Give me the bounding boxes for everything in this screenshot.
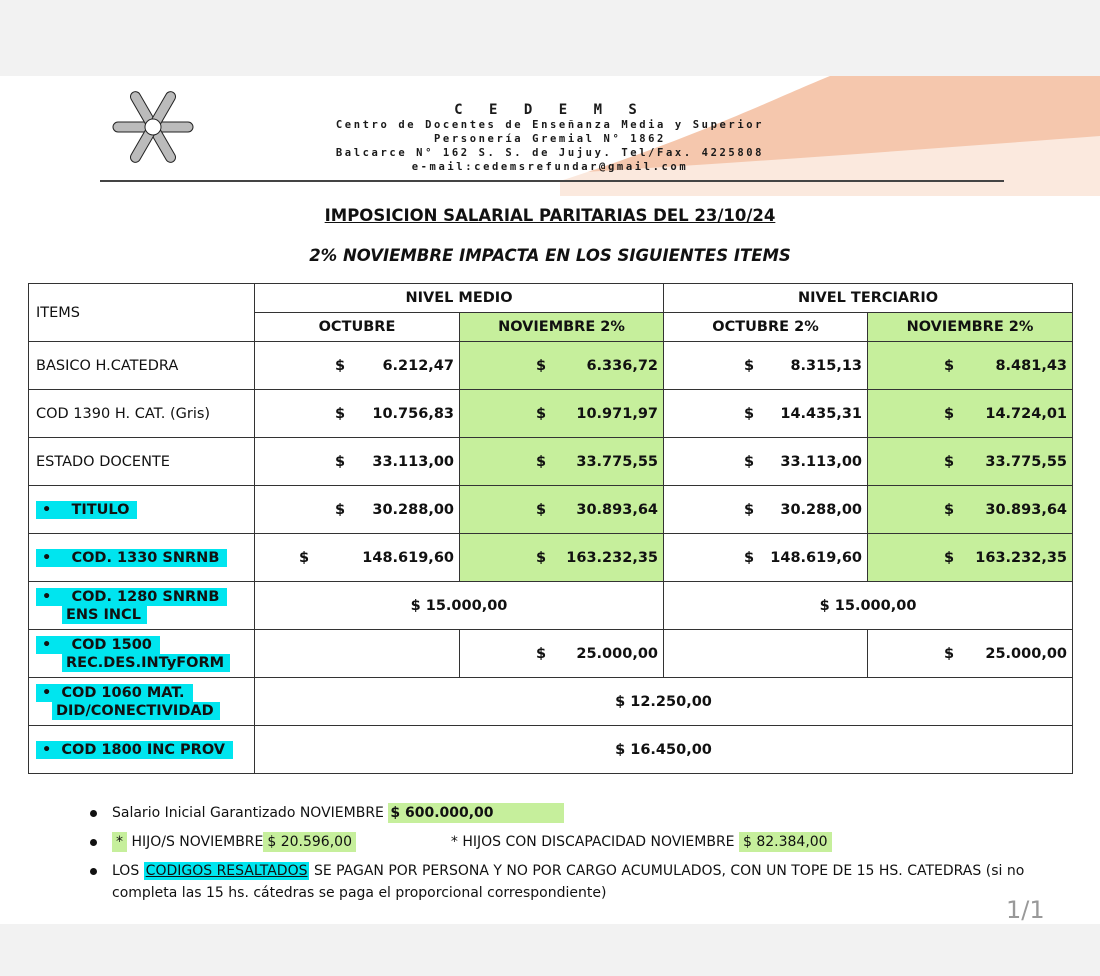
- table-row: [29, 726, 1073, 774]
- document-subtitle: 2% NOVIEMBRE IMPACTA EN LOS SIGUIENTES ITEMS: [309, 246, 791, 265]
- cell-value: 30.288,00: [780, 501, 863, 518]
- cell-value: 33.775,55: [576, 453, 659, 470]
- header-rule: [100, 180, 1004, 182]
- table-row: • TITULO $ 30.288,00 $ 30.893,64 $ 30.288,00 $ 30.893,64: [29, 486, 1073, 534]
- cell-value: 25.000,00: [985, 645, 1068, 662]
- table-row: • COD 1500 REC.DES.INTyFORM $ 25.000,00 $ 25.000,00: [29, 630, 1073, 678]
- hijos-discapacidad-value: $ 82.384,00: [739, 832, 832, 852]
- cell-value: 6.212,47: [382, 357, 454, 374]
- row-label: • COD. 1280 SNRNB ENS INCL: [29, 582, 255, 630]
- table-row: BASICO H.CATEDRA $ 6.212,47 $ 6.336,72 $ 8.315,13 $ 8.481,43: [29, 342, 1073, 390]
- col-octubre-terciario: OCTUBRE 2%: [664, 313, 868, 342]
- cell-value: 30.893,64: [576, 501, 659, 518]
- org-acronym: C E D E M S: [454, 102, 646, 118]
- note-hijos: * HIJO/S NOVIEMBRE $ 20.596,00 * HIJOS CON DISCAPACIDAD NOVIEMBRE $ 82.384,00: [88, 831, 1048, 853]
- hijos-value: $ 20.596,00: [263, 832, 356, 852]
- row-label: BASICO H.CATEDRA: [29, 342, 255, 390]
- cell-value: 148.619,60: [770, 549, 863, 566]
- org-email: e-mail:cedemsrefundar@gmail.com: [411, 161, 689, 173]
- cell-value: 30.893,64: [985, 501, 1068, 518]
- cell-value: 8.481,43: [995, 357, 1068, 374]
- row-label: • COD. 1330 SNRNB: [29, 534, 255, 582]
- cell-value: 6.336,72: [586, 357, 659, 374]
- cell-value: 33.113,00: [780, 453, 863, 470]
- bullet-icon: [90, 839, 97, 846]
- cell-value: 14.435,31: [780, 405, 863, 422]
- cell-value: $ 15.000,00: [664, 582, 1073, 630]
- salario-value: $ 600.000,00: [388, 803, 563, 823]
- document-page: [0, 76, 1100, 924]
- cell-value: 10.971,97: [576, 405, 659, 422]
- row-label: COD 1390 H. CAT. (Gris): [29, 390, 255, 438]
- cell-value: $ 15.000,00: [255, 582, 664, 630]
- row-label: • TITULO: [29, 486, 255, 534]
- cedems-logo-icon: [108, 86, 198, 168]
- nivel-medio-header: NIVEL MEDIO: [255, 284, 664, 313]
- org-header: [300, 102, 800, 174]
- cell-value: 25.000,00: [576, 645, 659, 662]
- table-row: ESTADO DOCENTE $ 33.113,00 $ 33.775,55 $ 33.113,00 $ 33.775,55: [29, 438, 1073, 486]
- org-line2: Personería Gremial N° 1862: [434, 133, 666, 145]
- org-line3: Balcarce N° 162 S. S. de Jujuy. Tel/Fax. 4225808: [335, 147, 765, 159]
- cell-value: 33.113,00: [372, 453, 454, 470]
- col-noviembre-terciario: NOVIEMBRE 2%: [868, 313, 1073, 342]
- cell-value: 8.315,13: [790, 357, 863, 374]
- cell-value: 148.619,60: [362, 549, 454, 566]
- note-salario: Salario Inicial Garantizado NOVIEMBRE $ 600.000,00: [88, 802, 1048, 824]
- cell-value: $ 12.250,00: [255, 678, 1073, 726]
- row-label: • COD 1060 MAT. DID/CONECTIVIDAD: [29, 678, 255, 726]
- notes-list: [88, 802, 1048, 911]
- row-label: ESTADO DOCENTE: [29, 438, 255, 486]
- table-row: [29, 678, 1073, 726]
- cell-value: $ 16.450,00: [255, 726, 1073, 774]
- cell-value: 30.288,00: [372, 501, 454, 518]
- cell-value: 10.756,83: [372, 405, 454, 422]
- salary-table: [28, 283, 1073, 774]
- bullet-icon: [90, 868, 97, 875]
- page-indicator: 1/1: [1006, 896, 1045, 924]
- col-octubre-medio: OCTUBRE: [255, 313, 460, 342]
- cell-value: 14.724,01: [985, 405, 1068, 422]
- note-codigos: LOS CODIGOS RESALTADOS SE PAGAN POR PERSONA Y NO POR CARGO ACUMULADOS, CON UN TOPE DE 15 HS. CATEDRAS (si no completa las 15 hs. cátedras se paga el proporcional correspondiente): [88, 860, 1048, 904]
- org-line1: Centro de Docentes de Enseñanza Media y Superior: [335, 119, 765, 131]
- cell-value: 163.232,35: [566, 549, 659, 566]
- bullet-icon: [90, 810, 97, 817]
- nivel-terciario-header: NIVEL TERCIARIO: [664, 284, 1073, 313]
- row-label: • COD 1500 REC.DES.INTyFORM: [29, 630, 255, 678]
- col-noviembre-medio: NOVIEMBRE 2%: [460, 313, 664, 342]
- table-row: • COD. 1330 SNRNB $ 148.619,60 $ 163.232,35 $ 148.619,60 $ 163.232,35: [29, 534, 1073, 582]
- items-header: ITEMS: [29, 284, 255, 342]
- table-row: COD 1390 H. CAT. (Gris) $ 10.756,83 $ 10.971,97 $ 14.435,31 $ 14.724,01: [29, 390, 1073, 438]
- cell-value: 163.232,35: [975, 549, 1068, 566]
- document-title: IMPOSICION SALARIAL PARITARIAS DEL 23/10/24: [324, 206, 776, 225]
- cell-value: 33.775,55: [985, 453, 1068, 470]
- row-label: • COD 1800 INC PROV: [29, 726, 255, 774]
- table-row: [29, 582, 1073, 630]
